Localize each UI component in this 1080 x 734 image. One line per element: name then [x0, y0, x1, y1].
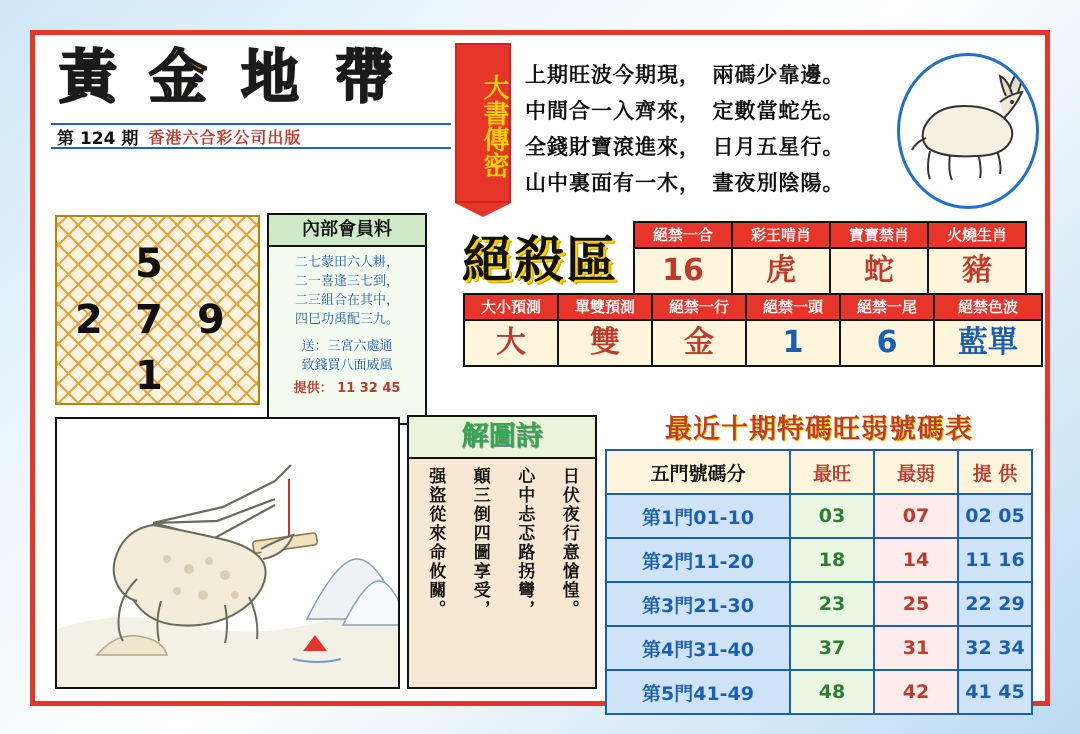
title-char-2: 金 [149, 43, 208, 111]
number-right: 9 [197, 297, 225, 343]
table-row [606, 538, 1032, 582]
predict-cell-danshuang-value: 雙 [559, 321, 651, 365]
kill-zone-row-2 [463, 293, 1041, 367]
predict-cell-daxiao [463, 293, 559, 367]
poem-panel [407, 415, 597, 689]
predict-cell-wei-value: 6 [841, 321, 933, 365]
table-header-row [606, 450, 1032, 494]
member-info-box [267, 213, 427, 425]
member-supply-values: 11 32 45 [337, 381, 401, 396]
stats-row-3-supply: 32 34 [958, 626, 1032, 670]
lucky-numbers-grid [55, 215, 260, 405]
stats-row-4-hot: 48 [790, 670, 874, 714]
member-box-title: 內部會員料 [269, 215, 425, 247]
kill-zone-row-1 [633, 221, 1025, 295]
stats-header-0: 五門號碼分 [606, 450, 790, 494]
predict-cell-tou-value: 1 [747, 321, 839, 365]
poem-column-1: 日伏夜行意愴惶。 [558, 467, 579, 619]
predict-cell-wei [839, 293, 935, 367]
page-title [51, 45, 441, 125]
issue-bar [51, 123, 451, 149]
issue-number: 第 124 期 [57, 128, 139, 149]
number-center: 7 [135, 297, 163, 343]
goat-icon [897, 53, 1039, 209]
number-top: 5 [135, 241, 163, 287]
kill-cell-caiwang-value: 虎 [733, 249, 829, 293]
kill-cell-huoshao-head: 火燒生肖 [929, 223, 1025, 249]
member-extra-2: 致錢買八面威風 [301, 358, 393, 373]
stats-row-0-supply: 02 05 [958, 494, 1032, 538]
stats-row-1-hot: 18 [790, 538, 874, 582]
member-supply-label: 提供： [293, 381, 333, 396]
illustration-panel [55, 417, 400, 689]
stats-table [605, 449, 1033, 715]
table-row [606, 626, 1032, 670]
predict-cell-sebo-head: 絕禁色波 [935, 295, 1041, 321]
table-row [606, 670, 1032, 714]
stats-row-0-cold: 07 [874, 494, 958, 538]
kill-cell-huoshao-value: 豬 [929, 249, 1025, 293]
stats-row-4-label: 第5門41-49 [606, 670, 790, 714]
table-row [606, 494, 1032, 538]
stats-header-2: 最弱 [874, 450, 958, 494]
predict-cell-hang-head: 絕禁一行 [653, 295, 745, 321]
stats-row-4-cold: 42 [874, 670, 958, 714]
kill-zone-title: 絕殺區 [462, 231, 618, 289]
member-extra-1: 送：三宮六處通 [301, 339, 393, 354]
title-char-4: 帶 [335, 43, 394, 111]
stats-row-2-cold: 25 [874, 582, 958, 626]
predict-cell-tou [745, 293, 841, 367]
stats-row-4-supply: 41 45 [958, 670, 1032, 714]
stats-row-3-cold: 31 [874, 626, 958, 670]
poster-sheet [30, 30, 1050, 706]
predict-cell-wei-head: 絕禁一尾 [841, 295, 933, 321]
poem-panel-title: 解圖詩 [409, 417, 595, 459]
predict-cell-sebo-value: 藍單 [935, 321, 1041, 365]
kill-cell-baobao [829, 221, 929, 295]
stats-row-0-hot: 03 [790, 494, 874, 538]
stats-row-1-label: 第2門11-20 [606, 538, 790, 582]
predict-cell-tou-head: 絕禁一頭 [747, 295, 839, 321]
stats-row-3-hot: 37 [790, 626, 874, 670]
stats-row-2-hot: 23 [790, 582, 874, 626]
title-char-1: 黃 [59, 43, 118, 111]
member-line-4: 四巳功禹配三九。 [294, 312, 399, 327]
member-line-3: 二三組合在其中， [294, 293, 399, 308]
number-bottom: 1 [135, 353, 163, 399]
kill-cell-he-head: 絕禁一合 [635, 223, 731, 249]
predict-cell-sebo [933, 293, 1043, 367]
poem-column-4: 强盜從來命攸關。 [425, 467, 446, 619]
table-row [606, 582, 1032, 626]
stats-row-2-supply: 22 29 [958, 582, 1032, 626]
publisher-label: 香港六合彩公司出版 [148, 127, 302, 147]
predict-cell-hang-value: 金 [653, 321, 745, 365]
vertical-banner: 大書傳密 [455, 43, 511, 203]
stats-header-3: 提 供 [958, 450, 1032, 494]
stats-title: 最近十期特碼旺弱號碼表 [665, 414, 973, 445]
kill-cell-he-value: 16 [635, 249, 731, 293]
poem-column-3: 顛三倒四圖享受， [469, 467, 490, 619]
header-poem [525, 57, 885, 207]
title-char-3: 地 [241, 43, 300, 111]
stats-header-1: 最旺 [790, 450, 874, 494]
poem-line-2: 中間合一入齊來， 定數當蛇先。 [525, 99, 845, 123]
kill-cell-he [633, 221, 733, 295]
kill-cell-baobao-head: 寶寶禁肖 [831, 223, 927, 249]
member-line-1: 二七蒙田六人耕， [294, 255, 399, 270]
stats-row-1-supply: 11 16 [958, 538, 1032, 582]
predict-cell-danshuang-head: 單雙預測 [559, 295, 651, 321]
predict-cell-daxiao-head: 大小預測 [465, 295, 557, 321]
predict-cell-daxiao-value: 大 [465, 321, 557, 365]
stats-row-2-label: 第3門21-30 [606, 582, 790, 626]
banner-tail-icon [455, 203, 511, 217]
poem-line-3: 全錢財寶滾進來， 日月五星行。 [525, 135, 845, 159]
stats-row-0-label: 第1門01-10 [606, 494, 790, 538]
member-line-2: 二一喜逢三七到， [294, 274, 399, 289]
kill-cell-caiwang [731, 221, 831, 295]
number-left: 2 [75, 297, 103, 343]
kill-cell-caiwang-head: 彩王啃肖 [733, 223, 829, 249]
predict-cell-hang [651, 293, 747, 367]
poem-line-4: 山中裏面有一木， 晝夜別陰陽。 [525, 171, 845, 195]
kill-cell-huoshao [927, 221, 1027, 295]
predict-cell-danshuang [557, 293, 653, 367]
stats-row-1-cold: 14 [874, 538, 958, 582]
stats-row-3-label: 第4門31-40 [606, 626, 790, 670]
kill-cell-baobao-value: 蛇 [831, 249, 927, 293]
poem-line-1: 上期旺波今期現， 兩碼少靠邊。 [525, 63, 845, 87]
poem-column-2: 心中忐忑路拐彎， [514, 467, 535, 619]
